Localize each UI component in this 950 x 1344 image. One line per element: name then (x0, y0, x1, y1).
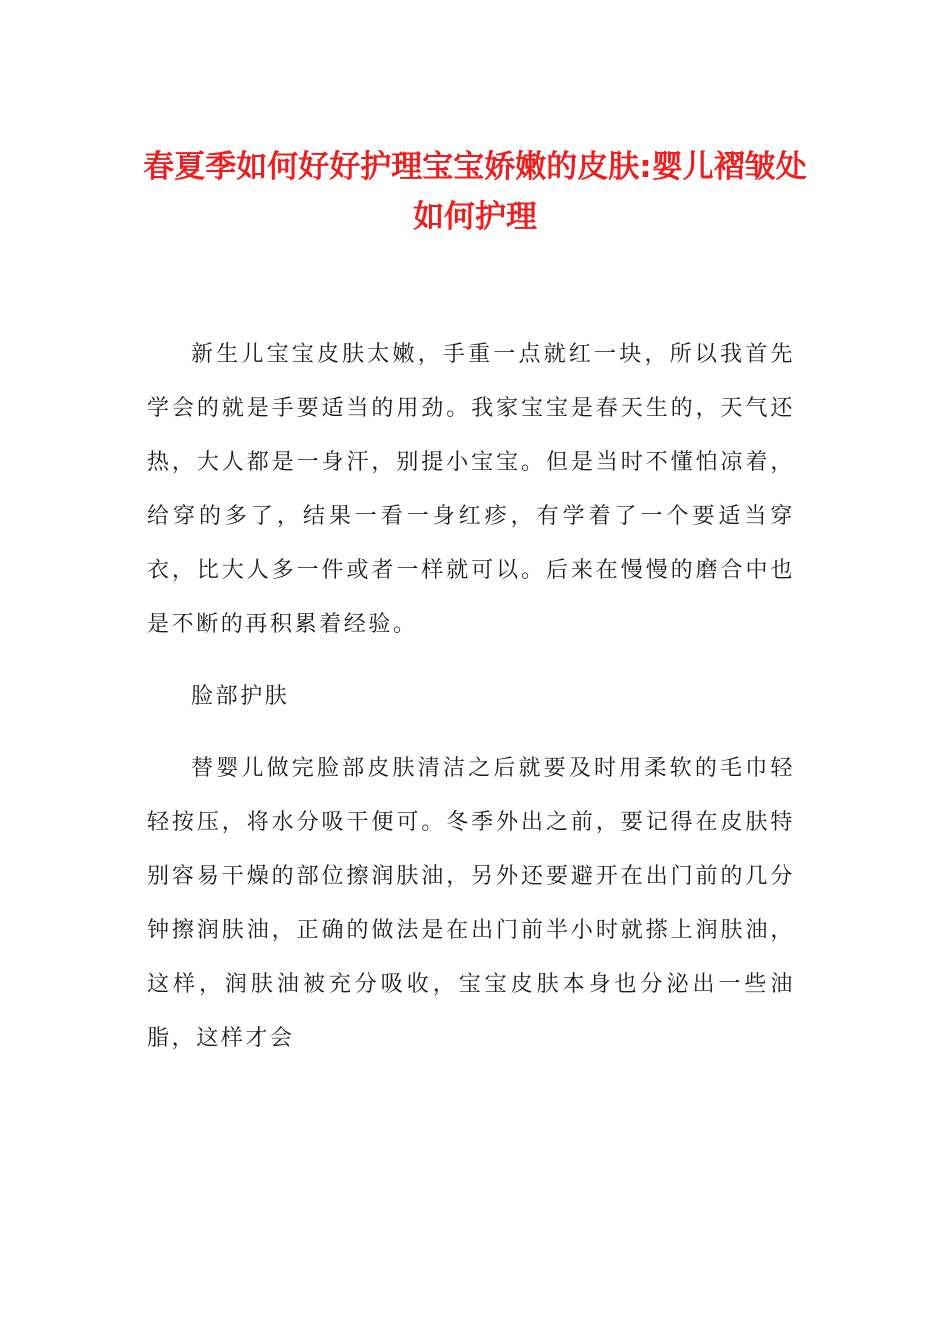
section-heading-face-care: 脸部护肤 (191, 684, 290, 709)
document-body (147, 328, 795, 1084)
document-title: 春夏季如何好好护理宝宝娇嫩的皮肤:婴儿褶皱处如何护理 (143, 149, 807, 235)
paragraph-face-care: 替婴儿做完脸部皮肤清洁之后就要及时用柔软的毛巾轻轻按压，将水分吸干便可。冬季外出之前，要记得在皮肤特别容易干燥的部位擦润肤油，另外还要避开在出门前的几分钟擦润肤油，正确的做法是在出门前半小时就搽上润肤油，这样，润肤油被充分吸收，宝宝皮肤本身也分泌出一些油脂，这样才会 (147, 756, 795, 1051)
paragraph-intro: 新生儿宝宝皮肤太嫩，手重一点就红一块，所以我首先学会的就是手要适当的用劲。我家宝宝是春天生的，天气还热，大人都是一身汗，别提小宝宝。但是当时不懂怕凉着，给穿的多了，结果一看一身红疹，有学着了一个要适当穿衣，比大人多一件或者一样就可以。后来在慢慢的磨合中也是不断的再积累着经验。 (147, 342, 795, 637)
